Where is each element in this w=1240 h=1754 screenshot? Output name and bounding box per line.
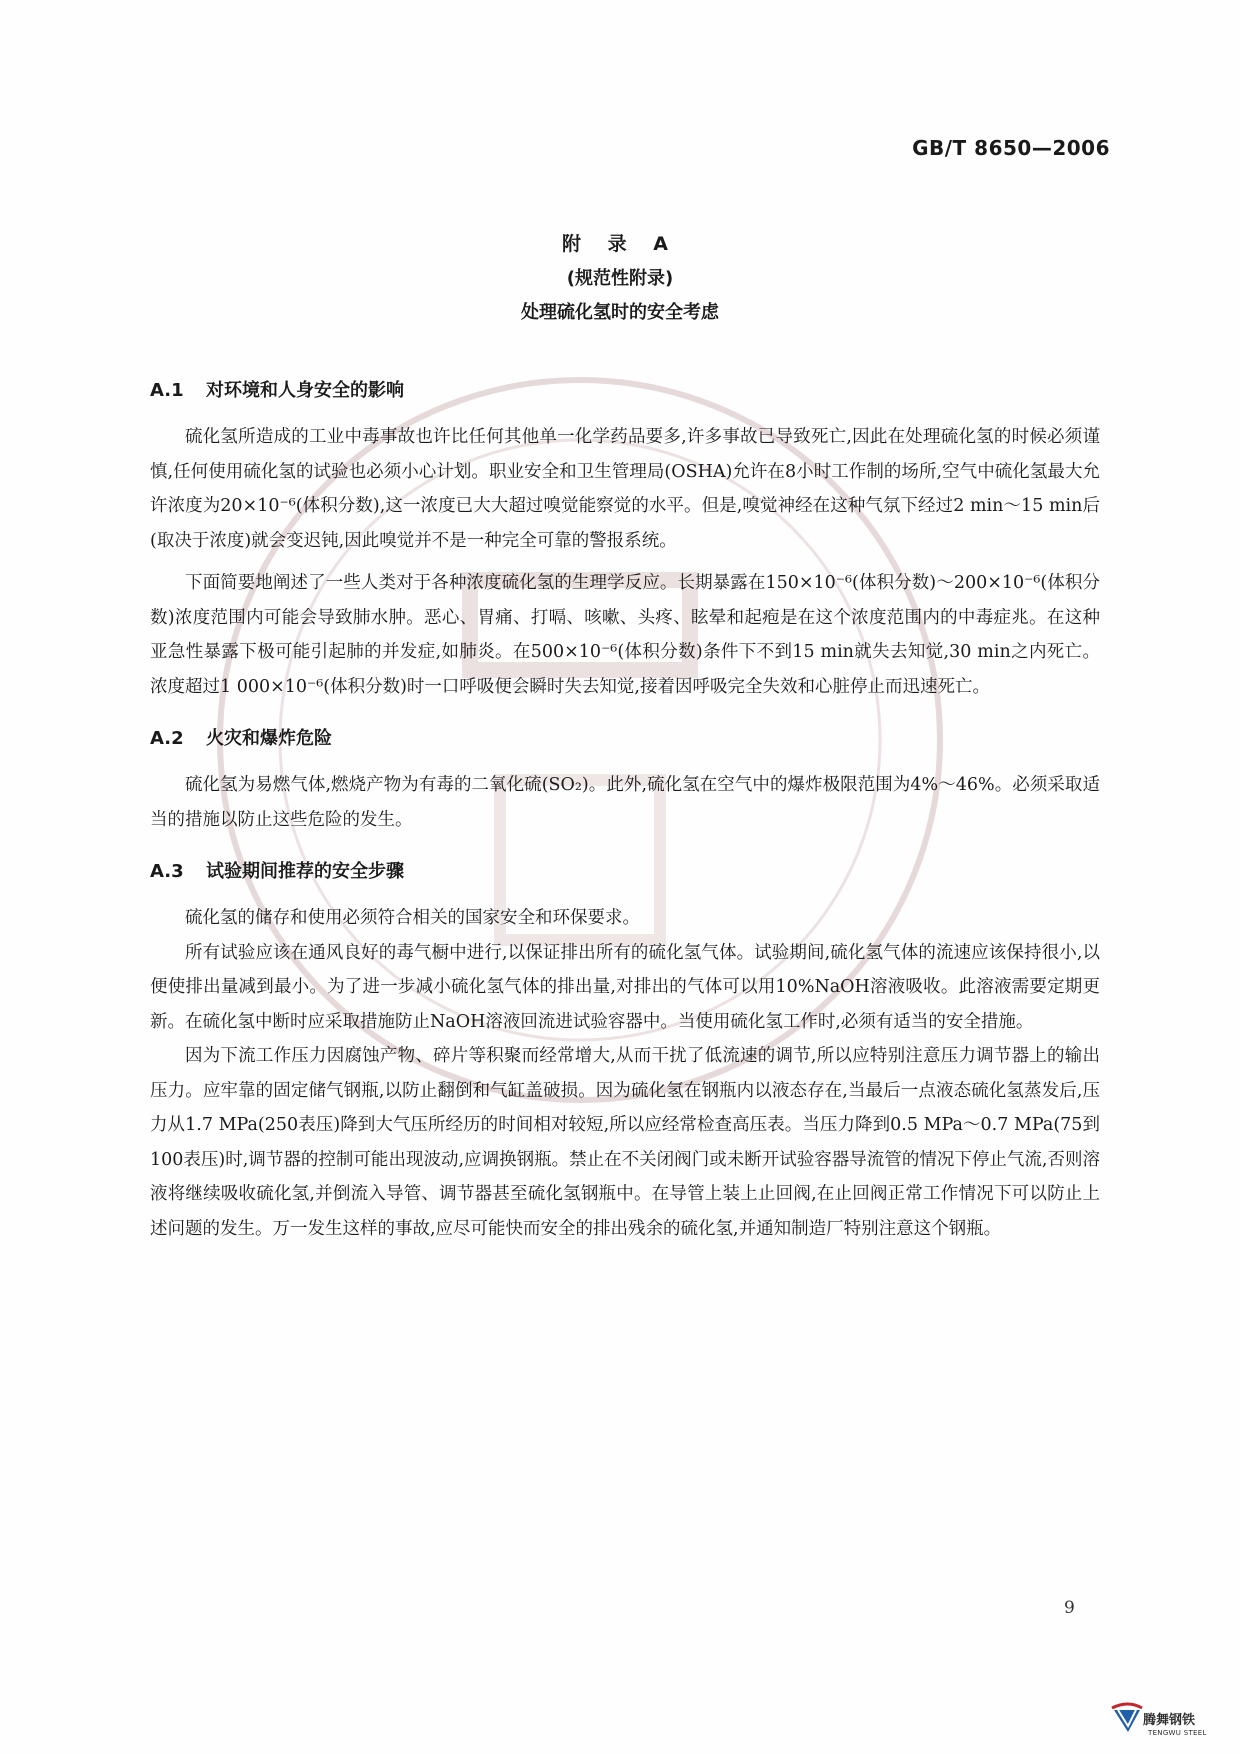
paragraph: 所有试验应该在通风良好的毒气橱中进行,以保证排出所有的硫化氢气体。试验期间,硫化氢气体的流速应该保持很小,以便使排出量减到最小。为了进一步减小硫化氢气体的排出量,对排出的气体可以用10%NaOH溶液吸收。此溶液需要定期更新。在硫化氢中断时应采取措施防止NaOH溶液回流进试验容器中。当使用硫化氢工作时,必须有适当的安全措施。 <box>150 942 1100 1032</box>
section-heading <box>150 851 1100 893</box>
annex-title: 附 录 A <box>562 233 678 255</box>
paragraph: 下面简要地阐述了一些人类对于各种浓度硫化氢的生理学反应。长期暴露在150×10⁻⁶(体积分数)～200×10⁻⁶(体积分数)浓度范围内可能会导致肺水肿。恶心、胃痛、打嗝、咳嗽、头疼、眩晕和起疱是在这个浓度范围内的中毒症兆。在这种亚急性暴露下极可能引起肺的并发症,如肺炎。在500×10⁻⁶(体积分数)条件下不到15 min就失去知觉,30 min之内死亡。浓度超过1 000×10⁻⁶(体积分数)时一口呼吸便会瞬时失去知觉,接着因呼吸完全失效和心脏停止而迅速死亡。 <box>150 573 1100 697</box>
section-title: 火灾和爆炸危险 <box>206 728 332 749</box>
section-number: A.2 <box>150 728 184 749</box>
document-body <box>150 370 1100 1246</box>
section-heading <box>150 370 1100 412</box>
paragraph: 硫化氢的储存和使用必须符合相关的国家安全和环保要求。 <box>185 908 640 928</box>
logo-text: 腾舞钢铁 <box>1143 1713 1196 1728</box>
section-title: 试验期间推荐的安全步骤 <box>206 861 404 882</box>
paragraph: 硫化氢所造成的工业中毒事故也许比任何其他单一化学药品要多,许多事故已导致死亡,因此在处理硫化氢的时候必须谨慎,任何使用硫化氢的试验也必须小心计划。职业安全和卫生管理局(OSHA)允许在8小时工作制的场所,空气中硫化氢最大允许浓度为20×10⁻⁶(体积分数),这一浓度已大大超过嗅觉能察觉的水平。但是,嗅觉神经在这种气氛下经过2 min～15 min后(取决于浓度)就会变迟钝,因此嗅觉并不是一种完全可靠的警报系统。 <box>150 427 1100 551</box>
logo-subtext: TENGWU STEEL <box>1148 1729 1207 1737</box>
section-number: A.1 <box>150 380 184 401</box>
page-number: 9 <box>1064 1598 1075 1618</box>
annex-titles <box>0 226 1240 330</box>
paragraph: 因为下流工作压力因腐蚀产物、碎片等积聚而经常增大,从而干扰了低流速的调节,所以应特别注意压力调节器上的输出压力。应牢靠的固定储气钢瓶,以防止翻倒和气缸盖破损。因为硫化氢在钢瓶内以液态存在,当最后一点液态硫化氢蒸发后,压力从1.7 MPa(250表压)降到大气压所经历的时间相对较短,所以应经常检查高压表。当压力降到0.5 MPa～0.7 MPa(75到100表压)时,调节器的控制可能出现波动,应调换钢瓶。禁止在不关闭阀门或未断开试验容器导流管的情况下停止气流,否则溶液将继续吸收硫化氢,并倒流入导管、调节器甚至硫化氢钢瓶中。在导管上装上止回阀,在止回阀正常工作情况下可以防止上述问题的发生。万一发生这样的事故,应尽可能快而安全的排出残余的硫化氢,并通知制造厂特别注意这个钢瓶。 <box>150 1046 1100 1239</box>
annex-type: (规范性附录) <box>566 268 674 289</box>
section-number: A.3 <box>150 861 184 882</box>
section-heading <box>150 718 1100 760</box>
standard-code: GB/T 8650—2006 <box>912 136 1110 160</box>
annex-subject: 处理硫化氢时的安全考虑 <box>521 302 719 323</box>
paragraph: 硫化氢为易燃气体,燃烧产物为有毒的二氧化硫(SO₂)。此外,硫化氢在空气中的爆炸极限范围为4%～46%。必须采取适当的措施以防止这些危险的发生。 <box>150 775 1100 830</box>
section-title: 对环境和人身安全的影响 <box>206 380 404 401</box>
